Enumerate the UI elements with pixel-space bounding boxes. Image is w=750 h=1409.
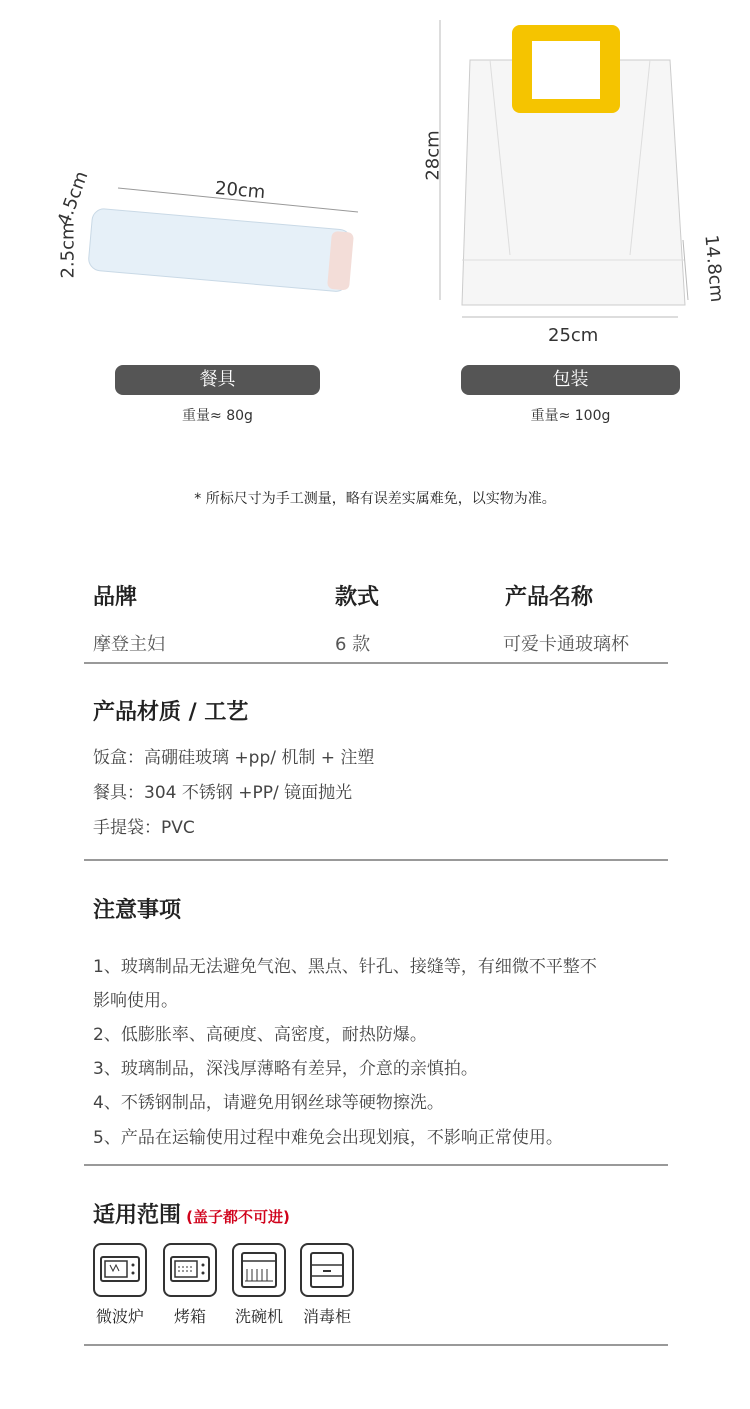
spec-value-brand: 摩登主妇 [93,634,165,655]
notice-line: 4、不锈钢制品，请避免用钢丝球等硬物擦洗。 [93,1093,444,1113]
bag-side: 14.8cm [700,233,728,304]
bag-width: 25cm [548,325,599,346]
notice-line: 2、低膨胀率、高硬度、高密度，耐热防爆。 [93,1025,427,1045]
divider [84,1164,668,1166]
bag-weight: 重量≈ 100g [530,408,611,424]
usage-heading [93,1198,290,1229]
bag-label: 包装 [461,365,680,395]
tableware-label: 餐具 [115,365,320,395]
divider [84,859,668,861]
notice-line: 影响使用。 [93,991,178,1011]
usage-label-microwave: 微波炉 [95,1307,144,1326]
material-line: 饭盒：高硼硅玻璃 +pp/ 机制 + 注塑 [93,748,375,768]
spec-header-style: 款式 [335,585,380,610]
usage-badge: (盖子都不可进) [186,1208,290,1226]
notice-title: 注意事项 [93,898,182,923]
measurement-note: * 所标尺寸为手工测量，略有误差实属难免，以实物为准。 [194,491,556,507]
notice-line: 1、玻璃制品无法避免气泡、黑点、针孔、接缝等，有细微不平整不 [93,957,597,977]
divider [84,662,668,664]
oven-icon [163,1243,217,1297]
bag-image [430,15,730,325]
usage-label-oven: 烤箱 [173,1307,206,1326]
spec-value-name: 可爱卡通玻璃杯 [503,634,629,655]
spec-header-brand: 品牌 [93,585,138,610]
dishwasher-icon [232,1243,286,1297]
notice-line: 3、玻璃制品，深浅厚薄略有差异，介意的亲慎拍。 [93,1059,478,1079]
sterilizer-cabinet-icon [300,1243,354,1297]
tableware-case-image [57,170,360,310]
tableware-length: 20cm [214,177,267,204]
tableware-weight: 重量≈ 80g [182,408,253,424]
microwave-icon [93,1243,147,1297]
usage-label-sterilizer: 消毒柜 [302,1307,351,1326]
tableware-height: 2.5cm [57,222,79,279]
material-line: 手提袋：PVC [93,818,195,838]
notice-line: 5、产品在运输使用过程中难免会出现划痕，不影响正常使用。 [93,1128,563,1148]
spec-value-style: 6 款 [335,634,371,655]
divider [84,1344,668,1346]
usage-title: 适用范围 [93,1203,182,1228]
spec-header-name: 产品名称 [505,585,594,610]
usage-label-dishwasher: 洗碗机 [234,1307,283,1326]
tableware-depth: 4.5cm [53,168,93,229]
material-title: 产品材质 / 工艺 [93,700,249,725]
material-line: 餐具：304 不锈钢 +PP/ 镜面抛光 [93,783,353,803]
bag-height: 28cm [422,130,444,181]
